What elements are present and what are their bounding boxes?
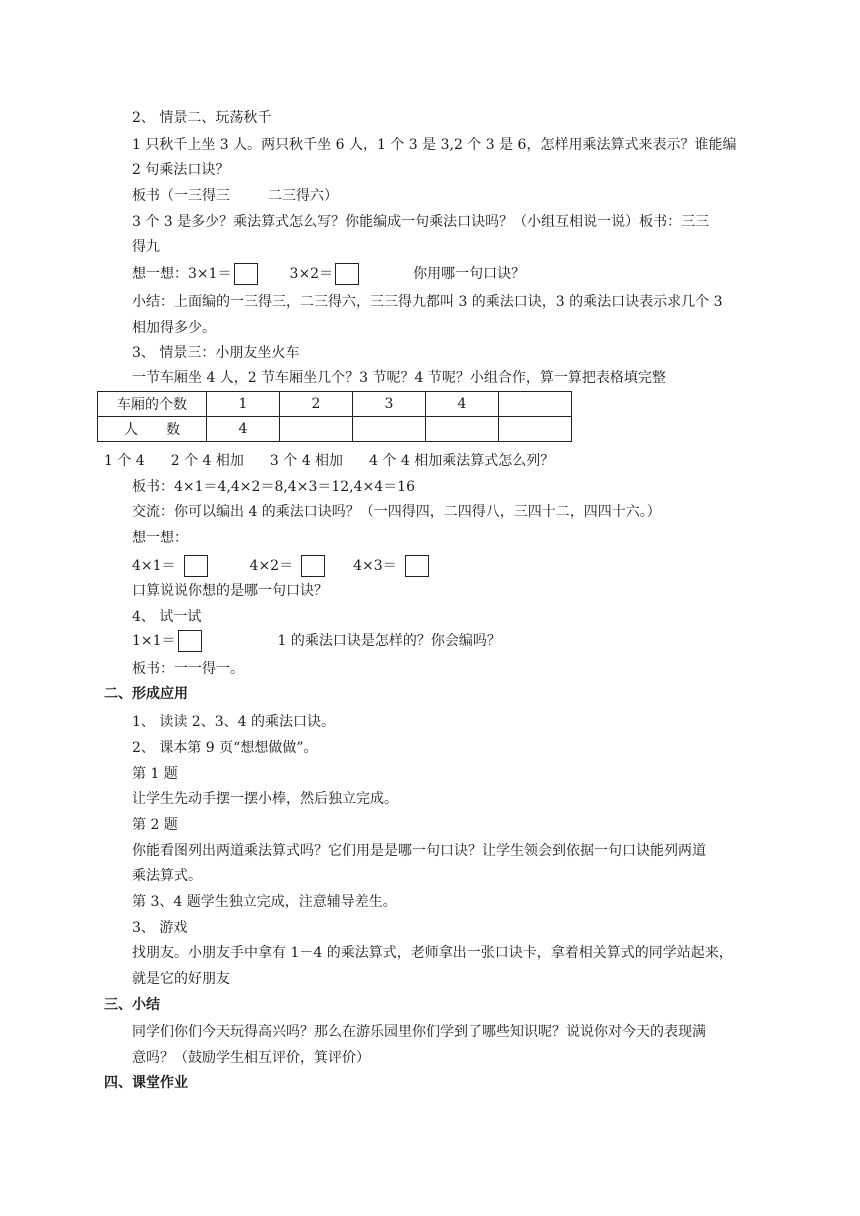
scene2-think-row [132,262,525,286]
scene2-para-line1: 1 只秋千上坐 3 人。两只秋千坐 6 人，1 个 3 是 3,2 个 3 是 6，怎样用乘法算式来表示？谁能编 [132,137,737,153]
add-d: 4 个 4 相加乘法算式怎么列？ [369,453,555,469]
table-cell [426,417,499,442]
table-header-cell: 车厢的个数 [98,392,207,417]
table-cell: 2 [280,392,353,417]
table-row [98,392,572,417]
scene2-summary-line2: 相加得多少。 [132,320,216,336]
scene2-summary-line1: 小结：上面编的一三得三，二三得六，三三得九都叫 3 的乘法口诀，3 的乘法口诀表示求几个 3 [132,294,723,310]
scene2-question-line1: 3 个 3 是多少？乘法算式怎么写？你能编成一句乘法口诀吗？（小组互相说一说）板书：三三 [132,214,710,230]
train-table [97,391,572,442]
task1-label: 第 1 题 [132,766,178,782]
think-question: 你用哪一句口诀？ [413,266,526,282]
add-a: 1 个 4 [104,453,145,469]
scene4-question: 1 的乘法口诀是怎样的？你会编吗？ [277,633,501,649]
section4-heading: 四、课堂作业 [104,1075,188,1091]
table-row [98,417,572,442]
table-cell [353,417,426,442]
task34-text: 第 3、4 题学生独立完成，注意辅导差生。 [132,894,397,910]
table-cell: 1 [207,392,280,417]
answer-box[interactable] [335,263,359,285]
task1-text: 让学生先动手摆一摆小棒，然后独立完成。 [132,791,398,807]
answer-box[interactable] [234,263,258,285]
scene3-eq-row [132,554,429,578]
section2-item3: 3、 游戏 [132,920,188,936]
scene3-board: 板书：4×1＝4,4×2＝8,4×3＝12,4×4＝16 [132,479,415,495]
scene4-eq-row [132,629,501,653]
scene4-board: 板书：一一得一。 [132,661,244,677]
section3-heading: 三、小结 [104,997,160,1013]
scene3-oral: 口算说说你想的是哪一句口诀？ [132,583,328,599]
board-text-a: 板书（一三得三 [132,188,230,204]
add-c: 3 个 4 相加 [269,453,344,469]
scene2-board [132,186,338,206]
table-cell [499,417,572,442]
add-b: 2 个 4 相加 [170,453,244,469]
scene3-exchange: 交流：你可以编出 4 的乘法口诀吗？（一四得四，二四得八，三四十二，四四十六。） [132,504,661,520]
table-cell: 4 [426,392,499,417]
table-cell: 4 [207,417,280,442]
table-header-cell: 人 数 [98,417,207,442]
answer-box[interactable] [178,630,202,652]
section2-heading: 二、形成应用 [104,686,188,702]
table-cell [499,392,572,417]
table-cell [280,417,353,442]
scene3-intro: 一节车厢坐 4 人，2 节车厢坐几个？3 节呢？4 节呢？小组合作，算一算把表格填完整 [132,370,666,386]
game-line1: 找朋友。小朋友手中拿有 1－4 的乘法算式，老师拿出一张口诀卡，拿着相关算式的同学站起来， [132,945,733,961]
scene4-title: 4、 试一试 [132,609,202,625]
scene3-title: 3、 情景三：小朋友坐火车 [132,345,300,361]
scene3-additions [104,451,554,471]
section3-line2: 意吗？（鼓励学生相互评价，箕评价） [132,1050,370,1066]
task2-line2: 乘法算式。 [132,868,202,884]
scene2-title: 2、 情景二、玩荡秋千 [132,110,272,126]
task2-line1: 你能看图列出两道乘法算式吗？它们用是是哪一句口诀？让学生领会到依据一句口诀能列两道 [132,843,706,859]
table-cell: 3 [353,392,426,417]
answer-box[interactable] [184,555,208,577]
scene2-para-line2: 2 句乘法口诀？ [132,162,230,178]
eq-3: 4×3＝ [353,558,397,574]
answer-box[interactable] [301,555,325,577]
scene2-question-line2: 得九 [132,239,160,255]
answer-box[interactable] [405,555,429,577]
eq-1x1: 1×1＝ [132,633,176,649]
eq-1: 4×1＝ [132,558,176,574]
task2-label: 第 2 题 [132,817,178,833]
eq-2: 4×2＝ [249,558,294,574]
think-eq-a: 想一想：3×1＝ [132,266,232,282]
section2-item2: 2、 课本第 9 页“想想做做”。 [132,740,318,756]
think-eq-b: 3×2＝ [289,266,334,282]
game-line2: 就是它的好朋友 [132,971,230,987]
board-text-b: 二三得六） [268,188,338,204]
section3-line1: 同学们你们今天玩得高兴吗？那么在游乐园里你们学到了哪些知识呢？说说你对今天的表现满 [132,1024,706,1040]
section2-item1: 1、 读读 2、3、4 的乘法口诀。 [132,714,335,730]
scene3-think: 想一想： [132,530,188,546]
